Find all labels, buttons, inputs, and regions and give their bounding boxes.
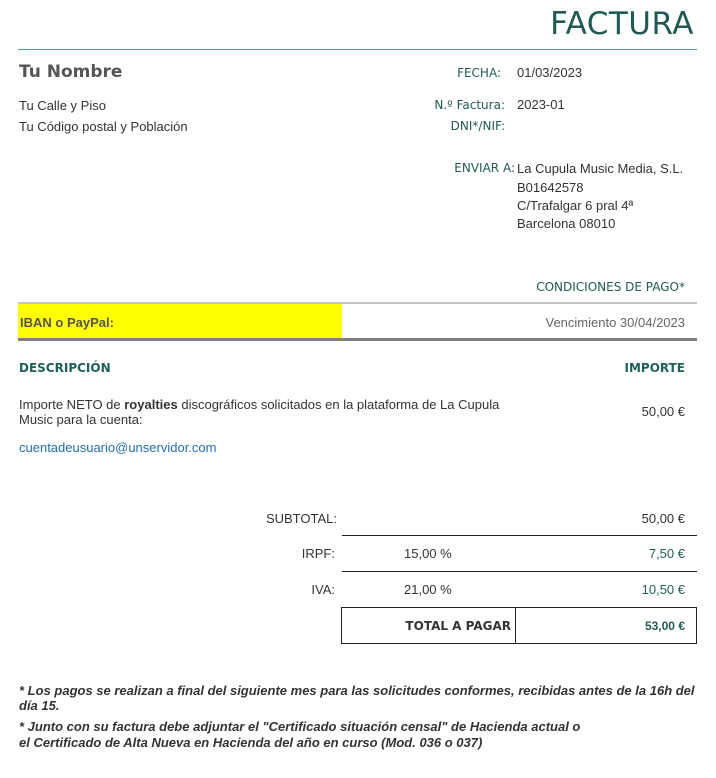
total-value: 53,00 € xyxy=(644,619,685,633)
iva-value: 10,50 € xyxy=(641,582,685,597)
recipient-city: Barcelona 08010 xyxy=(517,216,616,231)
subtotal-value: 50,00 € xyxy=(641,511,685,526)
iva-rate: 21,00 % xyxy=(404,582,452,597)
line-text-before: Importe NETO de xyxy=(19,397,125,412)
payment-conditions-label: CONDICIONES DE PAGO* xyxy=(536,280,685,294)
line-item-description xyxy=(19,397,519,427)
recipient-company: La Cupula Music Media, S.L. xyxy=(517,161,684,176)
ship-to-label: ENVIAR A: xyxy=(454,161,515,175)
amount-header: IMPORTE xyxy=(624,361,685,375)
sender-city: Tu Código postal y Población xyxy=(19,119,188,134)
date-label: FECHA: xyxy=(457,66,501,80)
total-divider xyxy=(515,607,516,644)
sender-street: Tu Calle y Piso xyxy=(19,98,106,113)
due-date: Vencimiento 30/04/2023 xyxy=(545,315,685,330)
subtotal-label: SUBTOTAL: xyxy=(265,511,337,526)
title-divider xyxy=(18,49,697,50)
account-email-link[interactable]: cuentadeusuario@unservidor.com xyxy=(19,440,217,455)
total-label: TOTAL A PAGAR xyxy=(405,619,511,633)
irpf-label: IRPF: xyxy=(301,546,335,561)
certificate-note-line2: el Certificado de Alta Nueva en Hacienda del año en curso (Mod. 036 o 037) xyxy=(19,735,483,750)
dni-label: DNI*/NIF: xyxy=(450,119,505,133)
irpf-rule xyxy=(342,571,697,572)
total-box xyxy=(341,607,697,644)
sender-name: Tu Nombre xyxy=(19,62,123,82)
date-value: 01/03/2023 xyxy=(517,65,583,80)
recipient-tax-id: B01642578 xyxy=(517,180,584,195)
irpf-value: 7,50 € xyxy=(648,546,685,561)
invoice-number-label: N.º Factura: xyxy=(434,98,505,112)
description-header: DESCRIPCIÓN xyxy=(19,361,111,375)
iban-label: IBAN o PayPal: xyxy=(20,315,114,330)
iva-label: IVA: xyxy=(311,582,335,597)
line-text-bold: royalties xyxy=(124,397,178,412)
payment-note: * Los pagos se realizan a final del siguiente mes para las solicitudes conformes, recibidas antes de la 16h del día 15. xyxy=(19,683,695,713)
subtotal-rule xyxy=(342,535,697,536)
certificate-note-line1: * Junto con su factura debe adjuntar el "Certificado situación censal" de Hacienda actual o xyxy=(19,719,581,734)
line-text-after: discográficos solicitados en la plataforma de La Cupula Music para la cuenta: xyxy=(19,397,500,427)
payment-bottom-rule xyxy=(18,338,697,341)
invoice-title: FACTURA xyxy=(550,6,694,42)
irpf-rate: 15,00 % xyxy=(404,546,452,561)
recipient-street: C/Trafalgar 6 pral 4ª xyxy=(517,198,634,213)
invoice-number-value: 2023-01 xyxy=(517,97,565,112)
line-item-amount: 50,00 € xyxy=(641,404,685,419)
